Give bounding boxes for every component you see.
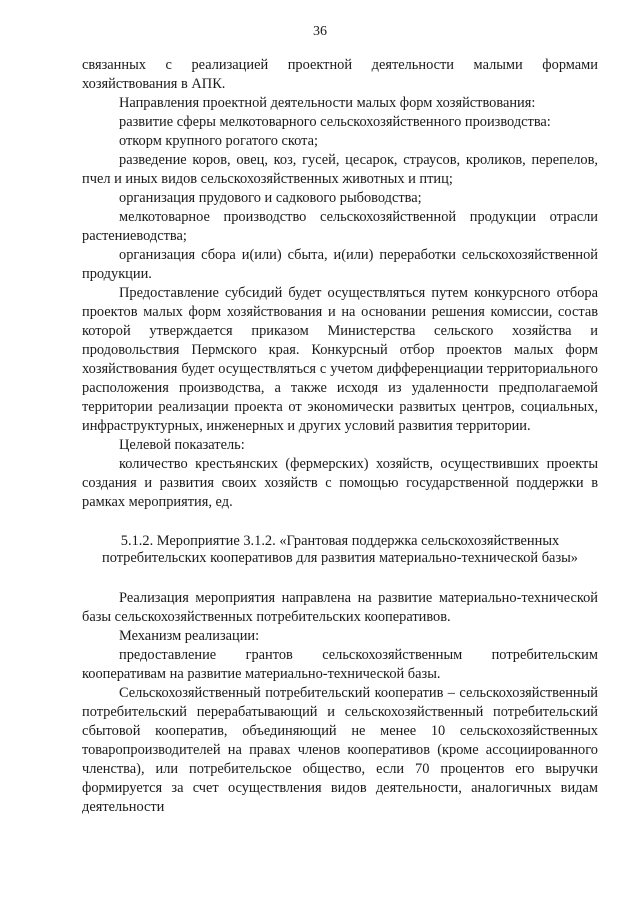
list-item: разведение коров, овец, коз, гусей, цесарок, страусов, кроликов, перепелов, пчел и иных видов сельскохозяйственных животных и птиц;: [82, 152, 598, 187]
paragraph: количество крестьянских (фермерских) хозяйств, осуществивших проекты создания и развития своих хозяйств с помощью государственной поддержки в рамках мероприятия, ед.: [82, 456, 598, 510]
document-body: [82, 56, 598, 817]
paragraph: Механизм реализации:: [119, 628, 260, 644]
paragraph: Направления проектной деятельности малых форм хозяйствования:: [119, 95, 536, 111]
list-item: развитие сферы мелкотоварного сельскохозяйственного производства:: [119, 114, 551, 130]
section-heading: [82, 533, 598, 567]
list-item: откорм крупного рогатого скота;: [119, 133, 319, 149]
list-item: организация прудового и садкового рыбоводства;: [119, 190, 422, 206]
page-number: 36: [313, 24, 327, 39]
list-item: предоставление грантов сельскохозяйственным потребительским кооперативам на развитие материально-технической базы.: [82, 647, 598, 682]
paragraph: Реализация мероприятия направлена на развитие материально-технической базы сельскохозяйственных потребительских кооперативов.: [82, 590, 598, 625]
section-heading-line: 5.1.2. Мероприятие 3.1.2. «Грантовая поддержка сельскохозяйственных: [120, 533, 560, 549]
paragraph: Предоставление субсидий будет осуществляться путем конкурсного отбора проектов малых форм хозяйствования и на основании решения комиссии, состав которой утверждается приказом Министерства сельского хозяйства и продовольствия Пермского края. Конкурсный отбор проектов малых форм хозяйствования будет осуществляться с учетом дифференциации территориального расположения производства, а также исходя из удаленности предполагаемой территории реализации проекта от экономически развитых центров, социальных, инфраструктурных, инженерных и других условий развития территории.: [82, 285, 598, 434]
paragraph: Целевой показатель:: [119, 437, 245, 453]
paragraph: связанных с реализацией проектной деятельности малыми формами хозяйствования в АПК.: [82, 57, 598, 92]
list-item: организация сбора и(или) сбыта, и(или) переработки сельскохозяйственной продукции.: [82, 247, 598, 282]
list-item: мелкотоварное производство сельскохозяйственной продукции отрасли растениеводства;: [82, 209, 598, 244]
paragraph: Сельскохозяйственный потребительский кооператив – сельскохозяйственный потребительский перерабатывающий и сельскохозяйственный потребительский сбытовой кооператив, объединяющий не менее 10 сельскохозяйственных товаропроизводителей на правах членов кооперативов (кроме ассоциированного членства), или потребительское общество, если 70 процентов его выручки формируется за счет осуществления видов деятельности, аналогичных видам деятельности: [82, 685, 598, 815]
section-heading-line: потребительских кооперативов для развития материально-технической базы»: [102, 550, 578, 566]
